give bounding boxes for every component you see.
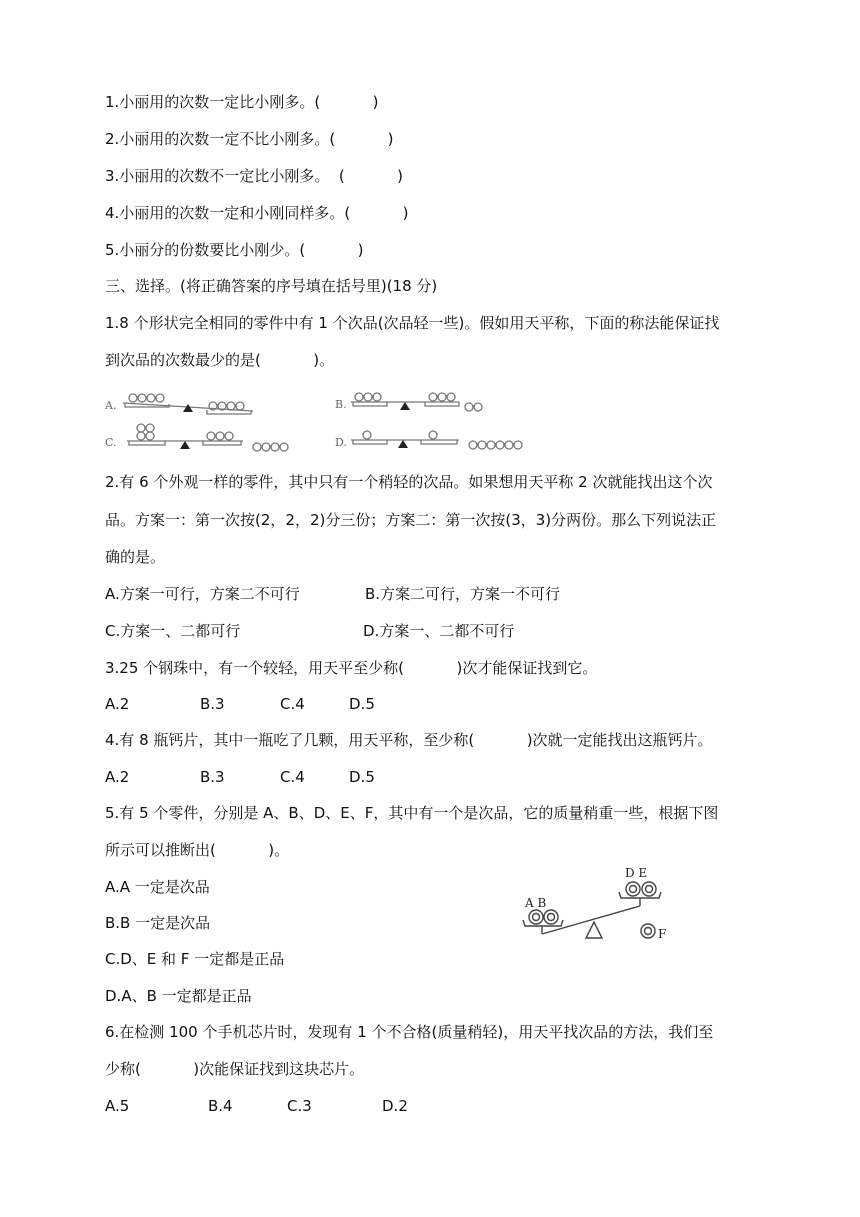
q2-option-a: A.方案一可行，方案二不可行: [105, 585, 300, 603]
judge-item-2: 2.小丽用的次数一定不比小刚多。( ): [105, 130, 394, 148]
section-3-title: 三、选择。(将正确答案的序号填在括号里)(18 分): [105, 277, 438, 295]
q5-figure-label-side: F: [658, 927, 667, 941]
q3-option-d: D.5: [349, 695, 375, 713]
q2-line-1: 2.有 6 个外观一样的零件，其中只有一个稍轻的次品。如果想用天平称 2 次就能找出这个次: [105, 473, 713, 491]
q4-option-a: A.2: [105, 768, 130, 786]
q2-option-b: B.方案二可行，方案一不可行: [365, 585, 561, 603]
q3-option-a: A.2: [105, 695, 130, 713]
q5-line-1: 5.有 5 个零件，分别是 A、B、D、E、F，其中有一个是次品，它的质量稍重一些，根据下图: [105, 804, 719, 822]
q1-line-2: 到次品的次数最少的是( )。: [105, 351, 335, 369]
q2-option-d: D.方案一、二都不可行: [363, 622, 515, 640]
judge-item-4: 4.小丽用的次数一定和小刚同样多。( ): [105, 204, 409, 222]
q2-line-3: 确的是。: [105, 548, 166, 566]
q5-figure-label-right: D E: [625, 866, 648, 880]
q1-option-d-figure: [333, 422, 533, 456]
judge-item-5: 5.小丽分的份数要比小刚少。( ): [105, 241, 364, 259]
q4-option-c: C.4: [280, 768, 305, 786]
q5-line-2: 所示可以推断出( )。: [105, 841, 290, 859]
q1-line-1: 1.8 个形状完全相同的零件中有 1 个次品(次品轻一些)。假如用天平称，下面的称法能保证找: [105, 314, 720, 332]
judge-item-1: 1.小丽用的次数一定比小刚多。( ): [105, 93, 379, 111]
q6-option-b: B.4: [208, 1097, 233, 1115]
q1-option-b-figure: [333, 384, 503, 418]
q2-line-2: 品。方案一：第一次按(2，2，2)分三份；方案二：第一次按(3，3)分两份。那么下列说法正: [105, 511, 717, 529]
q6-line-2: 少称( )次能保证找到这块芯片。: [105, 1060, 365, 1078]
q1-option-d-label: D.: [335, 436, 347, 449]
q6-option-c: C.3: [287, 1097, 312, 1115]
q5-option-b: B.B 一定是次品: [105, 914, 211, 932]
judge-item-3: 3.小丽用的次数不一定比小刚多。 ( ): [105, 167, 404, 185]
q5-option-c: C.D、E 和 F 一定都是正品: [105, 950, 285, 968]
q5-option-d: D.A、B 一定都是正品: [105, 987, 252, 1005]
q1-option-c-figure: [103, 422, 303, 456]
q3-option-c: C.4: [280, 695, 305, 713]
q3-line: 3.25 个钢珠中，有一个较轻，用天平至少称( )次才能保证找到它。: [105, 659, 598, 677]
q3-option-b: B.3: [200, 695, 225, 713]
q1-option-a-figure: [103, 384, 273, 418]
q1-option-c-label: C.: [105, 436, 117, 449]
q1-option-b-label: B.: [335, 398, 347, 411]
q5-option-a: A.A 一定是次品: [105, 878, 210, 896]
q4-line: 4.有 8 瓶钙片，其中一瓶吃了几颗，用天平称，至少称( )次就一定能找出这瓶钙片。: [105, 731, 713, 749]
q4-option-b: B.3: [200, 768, 225, 786]
q6-option-d: D.2: [382, 1097, 408, 1115]
q4-option-d: D.5: [349, 768, 375, 786]
q6-option-a: A.5: [105, 1097, 130, 1115]
q2-option-c: C.方案一、二都可行: [105, 622, 241, 640]
q6-line-1: 6.在检测 100 个手机芯片时，发现有 1 个不合格(质量稍轻)，用天平找次品的方法，我们至: [105, 1023, 714, 1041]
q5-figure-label-left: A B: [525, 896, 547, 910]
q1-option-a-label: A.: [105, 399, 117, 412]
q5-balance-figure: [515, 862, 695, 946]
